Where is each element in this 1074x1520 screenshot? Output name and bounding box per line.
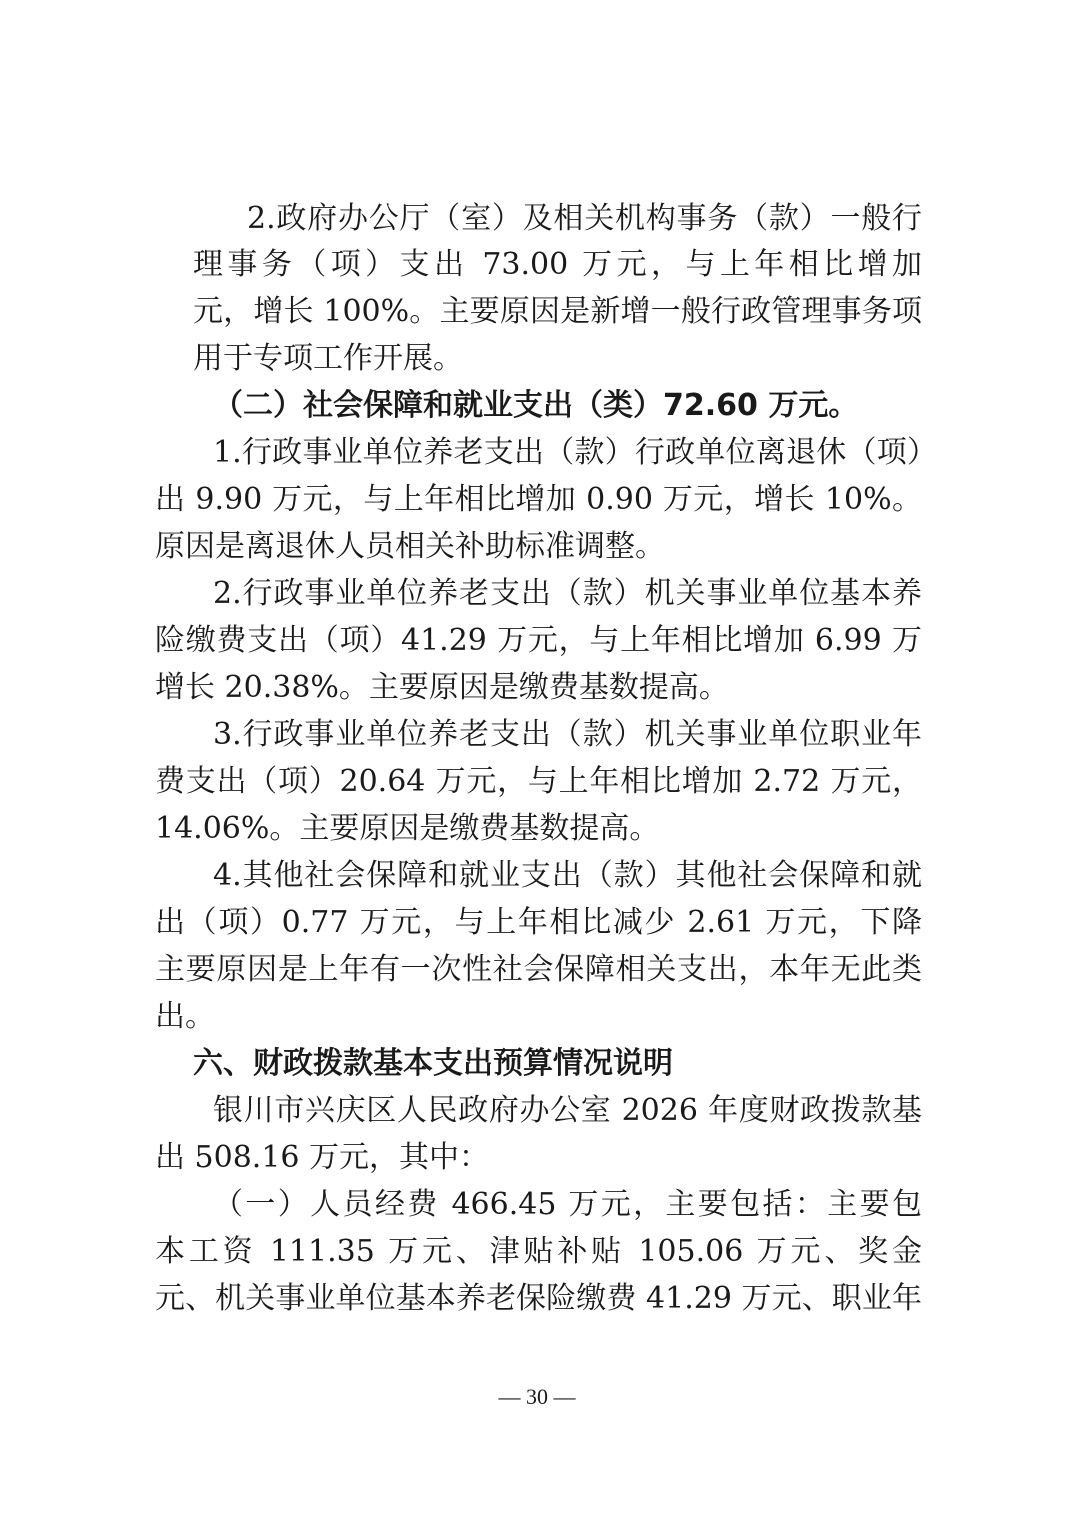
paragraph-line: 2.政府办公厅（室）及相关机构事务（款）一般行 (247, 201, 922, 236)
paragraph-line: 14.06%。主要原因是缴费基数提高。 (155, 811, 660, 846)
page-number: — 30 — (498, 1384, 576, 1409)
paragraph-line: 费支出（项）20.64 万元，与上年相比增加 2.72 万元， (155, 764, 922, 799)
paragraph-line: 本工资 111.35 万元、津贴补贴 105.06 万元、奖金 (155, 1234, 922, 1269)
paragraph-line: 原因是离退休人员相关补助标准调整。 (155, 529, 665, 564)
paragraph-line: 理事务（项）支出 73.00 万元，与上年相比增加 (193, 247, 922, 282)
paragraph-line: 2.行政事业单位养老支出（款）机关事业单位基本养 (213, 576, 922, 611)
paragraph-line: 增长 20.38%。主要原因是缴费基数提高。 (155, 670, 729, 705)
paragraph-line: 主要原因是上年有一次性社会保障相关支出，本年无此类 (155, 952, 922, 987)
paragraph-line: 元、机关事业单位基本养老保险缴费 41.29 万元、职业年 (155, 1281, 922, 1316)
paragraph-line: 出 9.90 万元，与上年相比增加 0.90 万元，增长 10%。 (155, 482, 922, 517)
paragraph-line: 1.行政事业单位养老支出（款）行政单位离退休（项） (213, 435, 922, 470)
section-heading: 六、财政拨款基本支出预算情况说明 (193, 1046, 673, 1081)
section-heading: （二）社会保障和就业支出（类）72.60 万元。 (213, 388, 859, 423)
paragraph-line: 4.其他社会保障和就业支出（款）其他社会保障和就 (213, 858, 922, 893)
paragraph-line: （一）人员经费 466.45 万元，主要包括：主要包 (213, 1187, 922, 1222)
paragraph-line: 出 508.16 万元，其中： (155, 1140, 490, 1175)
paragraph-line: 元，增长 100%。主要原因是新增一般行政管理事务项 (193, 294, 922, 329)
paragraph-line: 出。 (155, 999, 215, 1034)
paragraph-line: 3.行政事业单位养老支出（款）机关事业单位职业年 (213, 717, 922, 752)
paragraph-line: 银川市兴庆区人民政府办公室 2026 年度财政拨款基 (213, 1093, 922, 1128)
paragraph-line: 险缴费支出（项）41.29 万元，与上年相比增加 6.99 万 (155, 623, 922, 658)
paragraph-line: 用于专项工作开展。 (193, 341, 463, 376)
paragraph-line: 出（项）0.77 万元，与上年相比减少 2.61 万元，下降 (155, 905, 922, 940)
